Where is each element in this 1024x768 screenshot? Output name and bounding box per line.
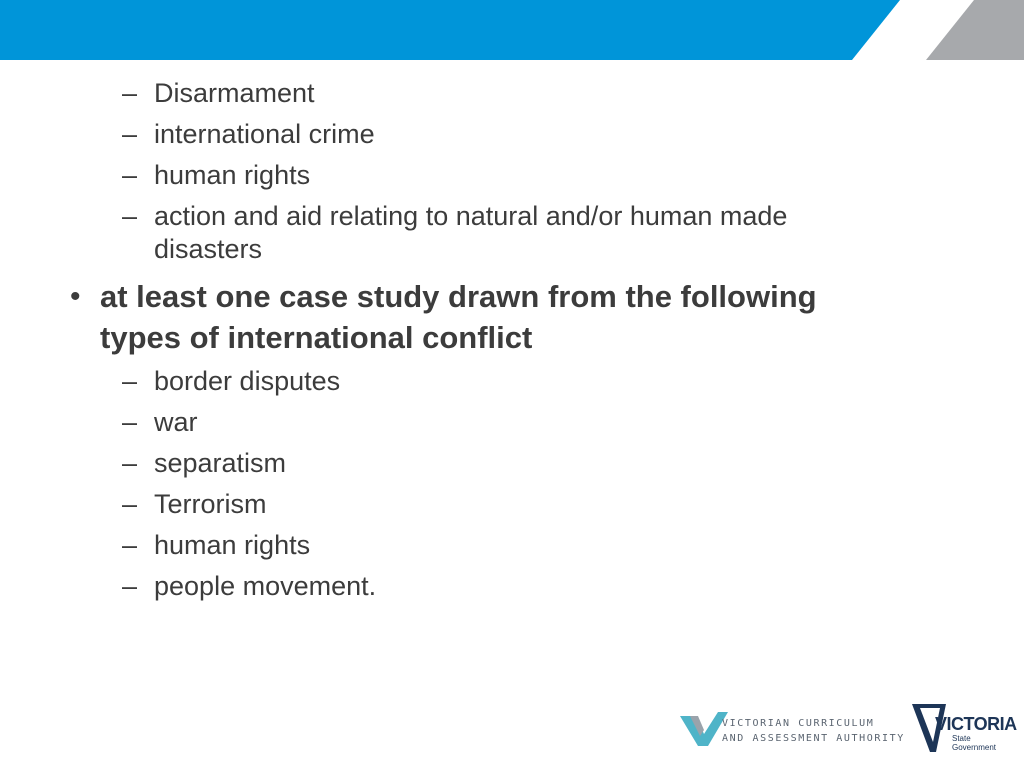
sub-item-human-rights: human rights <box>154 160 311 190</box>
vcaa-line2: AND ASSESSMENT AUTHORITY <box>722 733 905 744</box>
sub-item-war: war <box>154 407 198 437</box>
vcaa-line1: VICTORIAN CURRICULUM <box>722 718 875 729</box>
main-bullet-line1: at least one case study drawn from the following <box>100 279 817 314</box>
sub-item-people-movement: people movement. <box>154 571 377 601</box>
dash-bullet: – <box>122 448 138 478</box>
victoria-subtext <box>952 734 996 752</box>
sub-item-international-crime: international crime <box>154 119 375 149</box>
sub-item-disarmament: Disarmament <box>154 78 315 108</box>
vic-sub-government: Government <box>952 743 997 752</box>
sub-item-human-rights-2: human rights <box>154 530 311 560</box>
dash-bullet: – <box>122 78 138 108</box>
main-bullet-line2: types of international conflict <box>100 320 533 355</box>
dash-bullet: – <box>122 366 138 396</box>
sub-item-border-disputes: border disputes <box>154 366 341 396</box>
dash-bullet: – <box>122 489 138 519</box>
vic-sub-state: State <box>952 734 971 743</box>
dash-bullet: – <box>122 571 138 601</box>
sub-item-terrorism: Terrorism <box>154 489 267 519</box>
dash-bullet: – <box>122 160 138 190</box>
vcaa-logo-text <box>722 716 905 746</box>
sub-item-action-and-aid: action and aid relating to natural and/or human made <box>154 201 788 231</box>
round-bullet: • <box>70 280 81 313</box>
dash-bullet: – <box>122 119 138 149</box>
victoria-wordmark: VICTORIA <box>935 714 1017 734</box>
sub-item-action-and-aid-continued: disasters <box>154 234 263 264</box>
dash-bullet: – <box>122 201 138 231</box>
dash-bullet: – <box>122 530 138 560</box>
dash-bullet: – <box>122 407 138 437</box>
sub-item-separatism: separatism <box>154 448 287 478</box>
